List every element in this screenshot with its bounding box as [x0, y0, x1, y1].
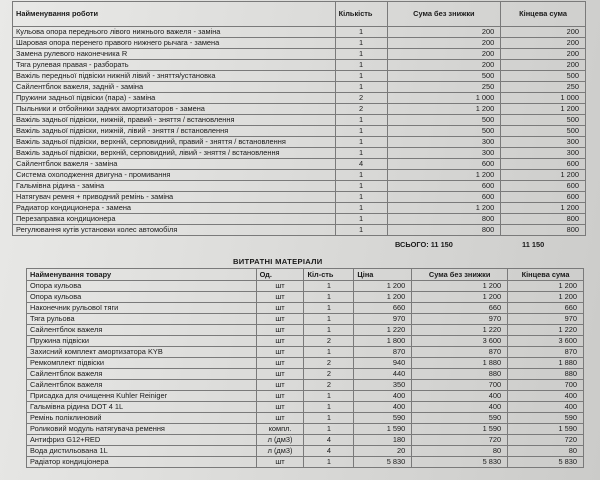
materials-cell-name: Пружина підвіски: [27, 336, 257, 347]
materials-cell-qty: 1: [304, 413, 354, 424]
materials-cell-qty: 1: [304, 391, 354, 402]
materials-cell-name: Сайлентблок важеля: [27, 380, 257, 391]
materials-table: [26, 268, 584, 468]
works-cell-qty: 1: [335, 115, 387, 126]
works-cell-final: 1 200: [501, 170, 586, 181]
works-cell-name: Тяга рулевая правая - разборать: [13, 60, 336, 71]
materials-cell-qty: 1: [304, 314, 354, 325]
materials-cell-sum: 1 200: [412, 281, 508, 292]
works-cell-name: Важіль задньої підвіски, нижній, лівий - зняття / встановлення: [13, 126, 336, 137]
works-cell-final: 1 200: [501, 203, 586, 214]
works-cell-sum: 500: [387, 115, 501, 126]
materials-row: [27, 369, 584, 380]
materials-cell-sum: 700: [412, 380, 508, 391]
works-cell-sum: 250: [387, 82, 501, 93]
works-total-value: 11 150: [522, 240, 545, 249]
materials-cell-sum: 80: [412, 446, 508, 457]
works-cell-final: 1 200: [501, 104, 586, 115]
materials-cell-unit: шт: [256, 380, 304, 391]
works-cell-name: Гальмівна рідина - заміна: [13, 181, 336, 192]
works-cell-qty: 1: [335, 137, 387, 148]
works-cell-sum: 200: [387, 38, 501, 49]
materials-header-unit: Од.: [256, 269, 304, 281]
materials-cell-qty: 1: [304, 347, 354, 358]
works-row: [13, 93, 586, 104]
works-cell-final: 200: [501, 60, 586, 71]
works-cell-sum: 1 200: [387, 170, 501, 181]
materials-cell-sum: 870: [412, 347, 508, 358]
materials-cell-price: 180: [354, 435, 412, 446]
works-header-row: [13, 2, 586, 27]
materials-row: [27, 424, 584, 435]
materials-cell-final: 660: [508, 303, 584, 314]
works-cell-qty: 1: [335, 126, 387, 137]
works-cell-qty: 1: [335, 170, 387, 181]
materials-cell-price: 970: [354, 314, 412, 325]
works-cell-qty: 1: [335, 27, 387, 38]
works-cell-qty: 4: [335, 159, 387, 170]
materials-cell-unit: шт: [256, 391, 304, 402]
works-cell-sum: 600: [387, 159, 501, 170]
works-row: [13, 170, 586, 181]
works-row: [13, 192, 586, 203]
materials-row: [27, 402, 584, 413]
works-cell-final: 500: [501, 71, 586, 82]
materials-cell-unit: шт: [256, 413, 304, 424]
works-row: [13, 38, 586, 49]
works-cell-qty: 1: [335, 214, 387, 225]
materials-row: [27, 435, 584, 446]
materials-cell-price: 870: [354, 347, 412, 358]
materials-cell-qty: 1: [304, 281, 354, 292]
materials-cell-name: Радіатор кондиціонера: [27, 457, 257, 468]
materials-cell-final: 1 880: [508, 358, 584, 369]
materials-cell-sum: 880: [412, 369, 508, 380]
materials-cell-unit: шт: [256, 336, 304, 347]
works-cell-final: 200: [501, 27, 586, 38]
materials-cell-name: Антифриз G12+RED: [27, 435, 257, 446]
works-row: [13, 214, 586, 225]
materials-row: [27, 413, 584, 424]
materials-cell-name: Ремінь поліклиновий: [27, 413, 257, 424]
materials-cell-qty: 2: [304, 358, 354, 369]
materials-cell-price: 5 830: [354, 457, 412, 468]
materials-cell-sum: 660: [412, 303, 508, 314]
materials-cell-name: Присадка для очищення Kuhler Reiniger: [27, 391, 257, 402]
materials-cell-sum: 720: [412, 435, 508, 446]
materials-cell-qty: 2: [304, 369, 354, 380]
materials-cell-name: Вода дистильована 1L: [27, 446, 257, 457]
works-cell-name: Замена рулевого наконечника R: [13, 49, 336, 60]
materials-cell-name: Опора кульова: [27, 281, 257, 292]
materials-cell-price: 400: [354, 402, 412, 413]
works-header-final: Кінцева сума: [501, 2, 586, 27]
materials-cell-unit: шт: [256, 457, 304, 468]
materials-row: [27, 281, 584, 292]
works-cell-sum: 500: [387, 71, 501, 82]
materials-row: [27, 358, 584, 369]
materials-cell-unit: шт: [256, 303, 304, 314]
works-cell-qty: 1: [335, 71, 387, 82]
materials-cell-qty: 4: [304, 435, 354, 446]
works-cell-sum: 600: [387, 192, 501, 203]
materials-cell-price: 1 800: [354, 336, 412, 347]
works-cell-sum: 500: [387, 126, 501, 137]
works-cell-name: Система охолодження двигуна - промивання: [13, 170, 336, 181]
works-cell-name: Кульова опора переднього лівого нижнього важеля - заміна: [13, 27, 336, 38]
materials-cell-unit: л (дм3): [256, 435, 304, 446]
materials-header-final: Кінцева сума: [508, 269, 584, 281]
materials-cell-price: 660: [354, 303, 412, 314]
works-cell-final: 600: [501, 192, 586, 203]
works-cell-name: Важіль задньої підвіски, нижній, правий - зняття / встановлення: [13, 115, 336, 126]
materials-cell-qty: 2: [304, 380, 354, 391]
works-row: [13, 27, 586, 38]
materials-cell-unit: компл.: [256, 424, 304, 435]
materials-cell-sum: 5 830: [412, 457, 508, 468]
materials-cell-final: 1 200: [508, 281, 584, 292]
materials-cell-qty: 1: [304, 457, 354, 468]
materials-row: [27, 303, 584, 314]
works-cell-final: 600: [501, 159, 586, 170]
materials-cell-name: Наконечник рульової тяги: [27, 303, 257, 314]
materials-cell-sum: 1 590: [412, 424, 508, 435]
materials-cell-qty: 1: [304, 325, 354, 336]
works-cell-name: Важіль задньої підвіски, верхній, серповидний, правий - зняття / встановлення: [13, 137, 336, 148]
works-cell-name: Сайлентблок важеля - заміна: [13, 159, 336, 170]
materials-cell-qty: 2: [304, 336, 354, 347]
works-cell-name: Перезаправка кондиционера: [13, 214, 336, 225]
materials-header-price: Ціна: [354, 269, 412, 281]
works-cell-sum: 800: [387, 214, 501, 225]
materials-cell-unit: л (дм3): [256, 446, 304, 457]
materials-cell-final: 870: [508, 347, 584, 358]
works-cell-sum: 1 200: [387, 203, 501, 214]
materials-cell-sum: 970: [412, 314, 508, 325]
works-cell-final: 200: [501, 49, 586, 60]
works-cell-name: Пружини задньої підвіски (пара) - заміна: [13, 93, 336, 104]
materials-cell-qty: 1: [304, 303, 354, 314]
works-row: [13, 203, 586, 214]
materials-cell-price: 1 200: [354, 281, 412, 292]
materials-cell-sum: 1 220: [412, 325, 508, 336]
materials-cell-price: 1 220: [354, 325, 412, 336]
works-cell-qty: 1: [335, 82, 387, 93]
works-cell-sum: 300: [387, 137, 501, 148]
materials-cell-final: 1 200: [508, 292, 584, 303]
materials-cell-unit: шт: [256, 369, 304, 380]
works-row: [13, 225, 586, 236]
materials-row: [27, 347, 584, 358]
works-cell-sum: 200: [387, 27, 501, 38]
works-cell-final: 500: [501, 126, 586, 137]
materials-cell-unit: шт: [256, 281, 304, 292]
materials-row: [27, 457, 584, 468]
materials-cell-qty: 4: [304, 446, 354, 457]
materials-cell-price: 1 200: [354, 292, 412, 303]
materials-cell-sum: 3 600: [412, 336, 508, 347]
works-row: [13, 71, 586, 82]
works-cell-final: 300: [501, 137, 586, 148]
works-cell-name: Сайлентблок важеля, задній - заміна: [13, 82, 336, 93]
materials-cell-name: Захисний комплект амортизатора KYB: [27, 347, 257, 358]
works-table: [12, 1, 586, 236]
materials-cell-qty: 1: [304, 292, 354, 303]
materials-cell-sum: 1 880: [412, 358, 508, 369]
works-cell-qty: 1: [335, 181, 387, 192]
works-cell-name: Шаровая опора перенего правого нижнего рычага - замена: [13, 38, 336, 49]
works-total-label: ВСЬОГО: 11 150: [395, 240, 453, 249]
works-cell-qty: 1: [335, 148, 387, 159]
materials-cell-sum: 400: [412, 402, 508, 413]
materials-cell-name: Ремкомплект підвіски: [27, 358, 257, 369]
works-cell-qty: 1: [335, 60, 387, 71]
materials-cell-unit: шт: [256, 347, 304, 358]
materials-header-qty: Кіл-сть: [304, 269, 354, 281]
works-cell-final: 600: [501, 181, 586, 192]
materials-cell-final: 1 220: [508, 325, 584, 336]
materials-cell-unit: шт: [256, 358, 304, 369]
materials-cell-final: 590: [508, 413, 584, 424]
works-row: [13, 60, 586, 71]
works-cell-qty: 1: [335, 203, 387, 214]
works-cell-sum: 800: [387, 225, 501, 236]
works-header-name: Найменування роботи: [13, 2, 336, 27]
materials-cell-price: 20: [354, 446, 412, 457]
materials-row: [27, 325, 584, 336]
materials-title: ВИТРАТНІ МАТЕРІАЛИ: [233, 257, 323, 266]
works-cell-final: 1 000: [501, 93, 586, 104]
works-cell-qty: 2: [335, 104, 387, 115]
materials-cell-unit: шт: [256, 314, 304, 325]
materials-cell-name: Роликовий модуль натягувача ремення: [27, 424, 257, 435]
materials-row: [27, 446, 584, 457]
materials-header-name: Найменування товару: [27, 269, 257, 281]
materials-cell-name: Гальмівна рідина DOT 4 1L: [27, 402, 257, 413]
materials-row: [27, 380, 584, 391]
works-cell-qty: 1: [335, 225, 387, 236]
works-cell-sum: 200: [387, 49, 501, 60]
materials-cell-price: 400: [354, 391, 412, 402]
works-cell-name: Важіль задньої підвіски, верхній, серповидний, лівий - зняття / встановлення: [13, 148, 336, 159]
materials-cell-price: 590: [354, 413, 412, 424]
works-cell-name: Натягувач ремня + приводний ремінь - заміна: [13, 192, 336, 203]
materials-cell-name: Опора кульова: [27, 292, 257, 303]
materials-cell-sum: 1 200: [412, 292, 508, 303]
materials-cell-final: 1 590: [508, 424, 584, 435]
works-cell-sum: 200: [387, 60, 501, 71]
works-cell-final: 200: [501, 38, 586, 49]
materials-row: [27, 336, 584, 347]
materials-header-row: [27, 269, 584, 281]
materials-cell-price: 440: [354, 369, 412, 380]
works-row: [13, 181, 586, 192]
works-cell-qty: 2: [335, 93, 387, 104]
works-row: [13, 104, 586, 115]
works-row: [13, 82, 586, 93]
works-cell-name: Важіль передньої підвіски нижній лівий - зняття/установка: [13, 71, 336, 82]
materials-cell-final: 400: [508, 402, 584, 413]
materials-cell-final: 720: [508, 435, 584, 446]
works-header-sum: Сума без знижки: [387, 2, 501, 27]
materials-cell-qty: 1: [304, 402, 354, 413]
materials-header-sum: Сума без знижки: [412, 269, 508, 281]
materials-cell-unit: шт: [256, 402, 304, 413]
materials-cell-price: 1 590: [354, 424, 412, 435]
materials-cell-name: Сайлентблок важеля: [27, 369, 257, 380]
works-row: [13, 126, 586, 137]
materials-cell-final: 5 830: [508, 457, 584, 468]
materials-cell-final: 400: [508, 391, 584, 402]
materials-row: [27, 292, 584, 303]
works-cell-qty: 1: [335, 38, 387, 49]
works-row: [13, 159, 586, 170]
works-row: [13, 115, 586, 126]
works-cell-final: 800: [501, 225, 586, 236]
materials-cell-qty: 1: [304, 424, 354, 435]
works-cell-name: Пыльники и отбойники задних амортизаторов - замена: [13, 104, 336, 115]
works-cell-sum: 600: [387, 181, 501, 192]
works-cell-name: Регулювання кутів установки колес автомобіля: [13, 225, 336, 236]
materials-cell-price: 350: [354, 380, 412, 391]
materials-cell-price: 940: [354, 358, 412, 369]
works-row: [13, 49, 586, 60]
works-cell-qty: 1: [335, 192, 387, 203]
materials-cell-name: Сайлентблок важеля: [27, 325, 257, 336]
works-cell-sum: 1 200: [387, 104, 501, 115]
works-cell-sum: 300: [387, 148, 501, 159]
materials-cell-unit: шт: [256, 325, 304, 336]
materials-cell-final: 3 600: [508, 336, 584, 347]
works-header-qty: Кількість: [335, 2, 387, 27]
materials-row: [27, 314, 584, 325]
works-cell-final: 500: [501, 115, 586, 126]
materials-cell-name: Тяга рульова: [27, 314, 257, 325]
works-cell-final: 300: [501, 148, 586, 159]
works-cell-final: 800: [501, 214, 586, 225]
materials-cell-final: 80: [508, 446, 584, 457]
works-cell-sum: 1 000: [387, 93, 501, 104]
works-row: [13, 148, 586, 159]
works-cell-qty: 1: [335, 49, 387, 60]
materials-cell-sum: 590: [412, 413, 508, 424]
materials-row: [27, 391, 584, 402]
materials-cell-unit: шт: [256, 292, 304, 303]
materials-cell-final: 970: [508, 314, 584, 325]
works-cell-name: Радиатор кондиционера - замена: [13, 203, 336, 214]
materials-cell-final: 880: [508, 369, 584, 380]
works-cell-final: 250: [501, 82, 586, 93]
materials-cell-sum: 400: [412, 391, 508, 402]
works-row: [13, 137, 586, 148]
materials-cell-final: 700: [508, 380, 584, 391]
